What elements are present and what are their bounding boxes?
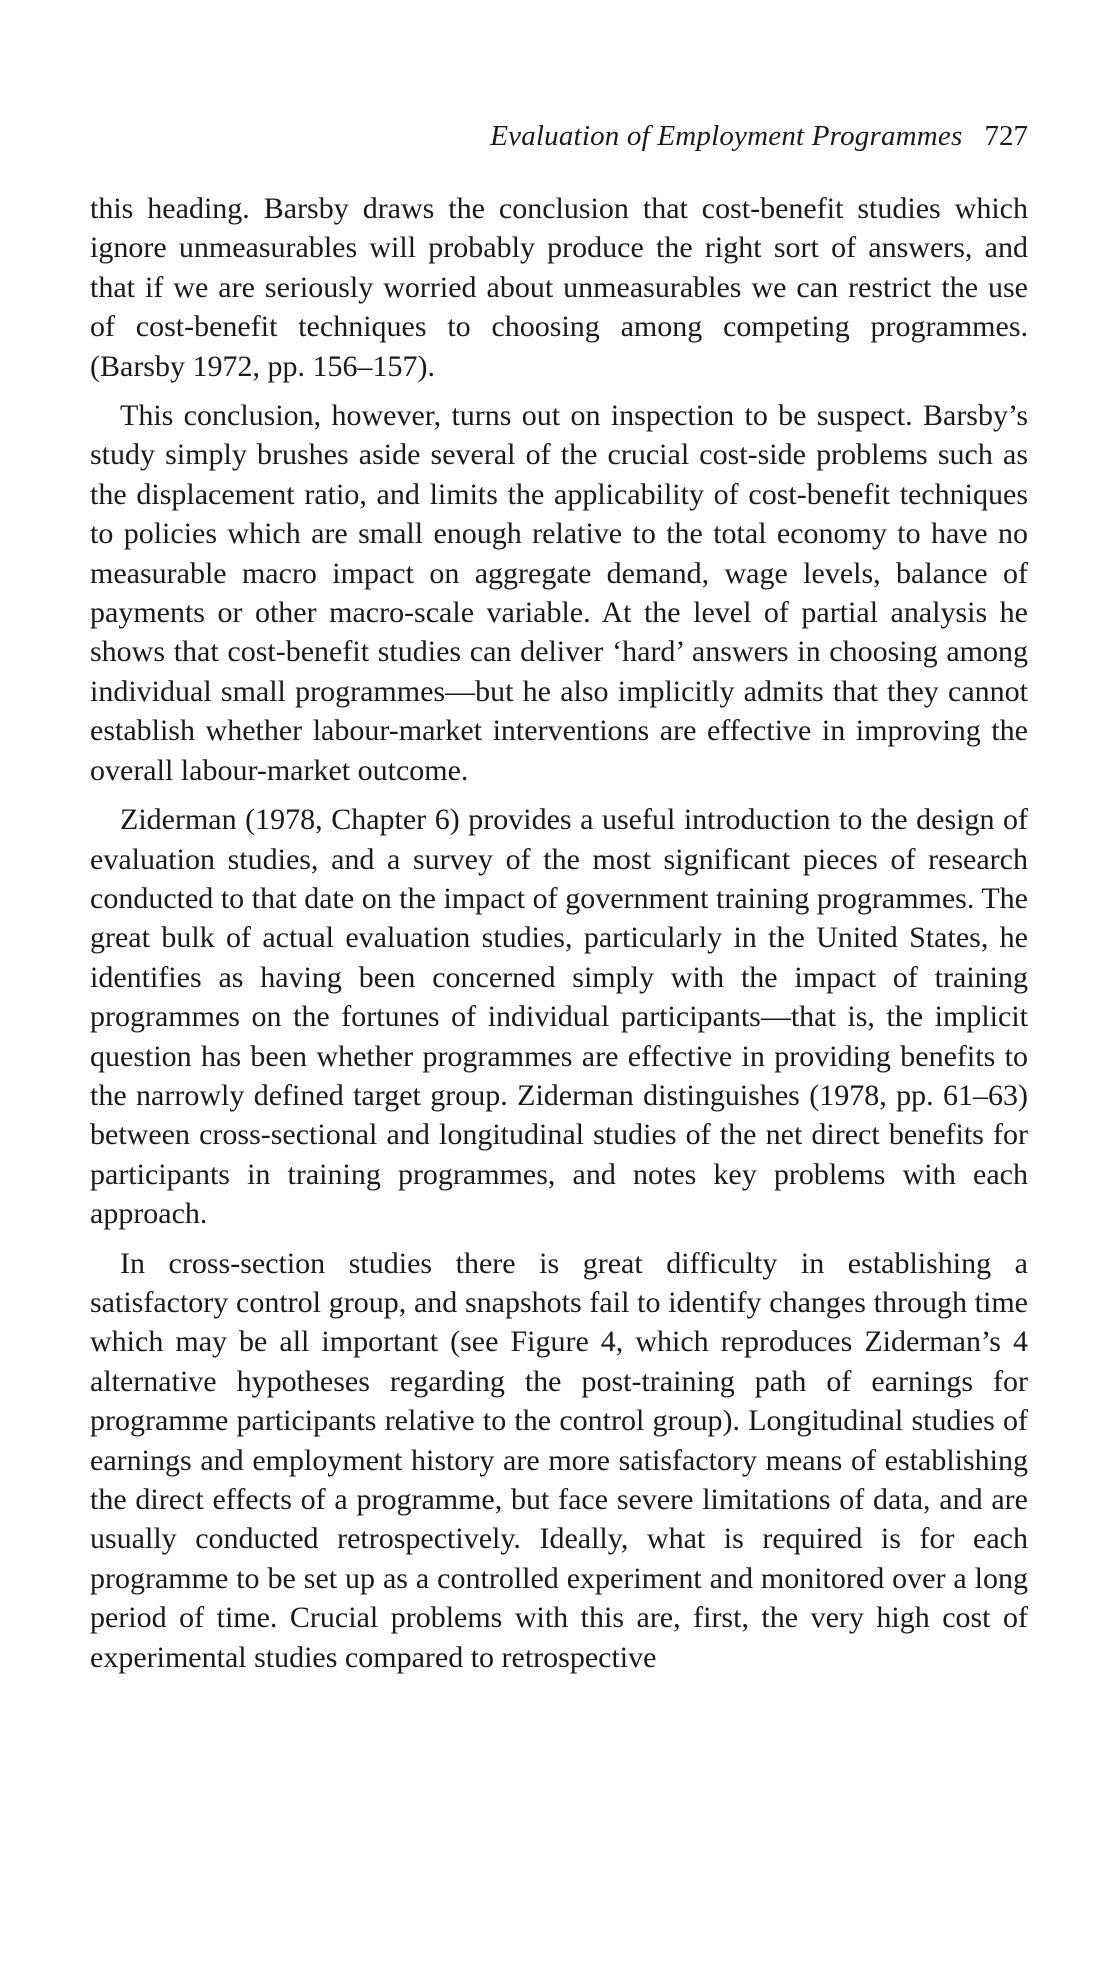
running-head [90, 116, 1028, 156]
paragraph-continued: this heading. Barsby draws the conclusion that cost-benefit studies which ignore unmeasurables will probably produce the right sort of answers, and that if we are seriously worried about unmeasurables we can restrict the use of cost-benefit techniques to choosing among competing programmes. (Barsby 1972, pp. 156–157). [90, 192, 1028, 383]
page-number: 727 [984, 120, 1028, 152]
paragraph: Ziderman (1978, Chapter 6) provides a useful introduction to the design of evaluation studies, and a survey of the most significant pieces of research conducted to that date on the impact of government training programmes. The great bulk of actual evaluation studies, particularly in the United States, he identifies as having been concerned simply with the impact of training programmes on the fortunes of individual participants—that is, the implicit question has been whether programmes are effective in providing benefits to the narrowly defined target group. Ziderman distinguishes (1978, pp. 61–63) between cross-sectional and longitudinal studies of the net direct benefits for participants in training programmes, and notes key problems with each approach. [90, 803, 1028, 1231]
body-text [90, 189, 1028, 1687]
paragraph: In cross-section studies there is great difficulty in establishing a satisfactory control group, and snapshots fail to identify changes through time which may be all important (see Figure 4, which reproduces Ziderman’s 4 alternative hypotheses regarding the post-training path of earnings for programme participants relative to the control group). Longitudinal studies of earnings and employment history are more satisfactory means of establishing the direct effects of a programme, but face severe limitations of data, and are usually conducted retrospectively. Ideally, what is required is for each programme to be set up as a controlled experiment and monitored over a long period of time. Crucial problems with this are, first, the very high cost of experimental studies compared to retrospective [90, 1246, 1028, 1674]
paragraph: This conclusion, however, turns out on inspection to be suspect. Barsby’s study simply brushes aside several of the crucial cost-side problems such as the displacement ratio, and limits the applicability of cost-benefit techniques to policies which are small enough relative to the total economy to have no measurable macro impact on aggregate demand, wage levels, balance of payments or other macro-scale variable. At the level of partial analysis he shows that cost-benefit studies can deliver ‘hard’ answers in choosing among individual small programmes—but he also implicitly admits that they cannot establish whether labour-market interventions are effective in improving the overall labour-market outcome. [90, 399, 1028, 787]
running-head-title: Evaluation of Employment Programmes [490, 120, 963, 152]
